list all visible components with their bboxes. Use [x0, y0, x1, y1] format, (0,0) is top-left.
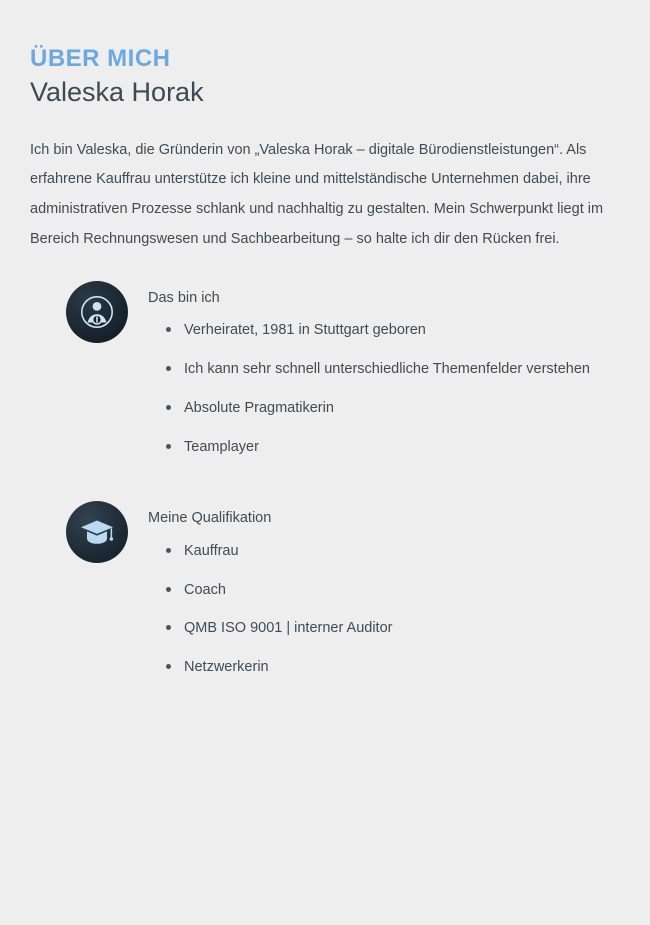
- section-das-bin-ich: [30, 281, 620, 457]
- list-item: QMB ISO 9001 | interner Auditor: [164, 619, 620, 638]
- bullet-list: [148, 321, 620, 456]
- list-item: Ich kann sehr schnell unterschiedliche Themenfelder verstehen: [164, 360, 620, 379]
- list-item: Teamplayer: [164, 438, 620, 457]
- section-title: Das bin ich: [148, 289, 220, 306]
- section-body: [148, 501, 620, 677]
- bullet-list: [148, 542, 620, 677]
- intro-paragraph: Ich bin Valeska, die Gründerin von „Valeska Horak – digitale Bürodienstleistungen“. Als erfahrene Kauffrau unterstütze ich kleine und mittelständische Unternehmen dabei, ihre administrativen Prozesse schlank und nachhaltig zu gestalten. Mein Schwerpunkt liegt im Bereich Rechnungswesen und Sachbearbeitung – so halte ich dir den Rücken frei.: [30, 141, 604, 247]
- list-item: Netzwerkerin: [164, 658, 620, 677]
- section-eyebrow: ÜBER MICH: [30, 45, 171, 72]
- section-title: Meine Qualifikation: [148, 509, 272, 526]
- person-badge-icon: [66, 281, 128, 343]
- graduation-cap-icon: [66, 501, 128, 563]
- section-body: [148, 281, 620, 457]
- list-item: Coach: [164, 581, 620, 600]
- list-item: Absolute Pragmatikerin: [164, 399, 620, 418]
- section-meine-qualifikation: [30, 501, 620, 677]
- page-title: Valeska Horak: [30, 77, 204, 107]
- list-item: Verheiratet, 1981 in Stuttgart geboren: [164, 321, 620, 340]
- list-item: Kauffrau: [164, 542, 620, 561]
